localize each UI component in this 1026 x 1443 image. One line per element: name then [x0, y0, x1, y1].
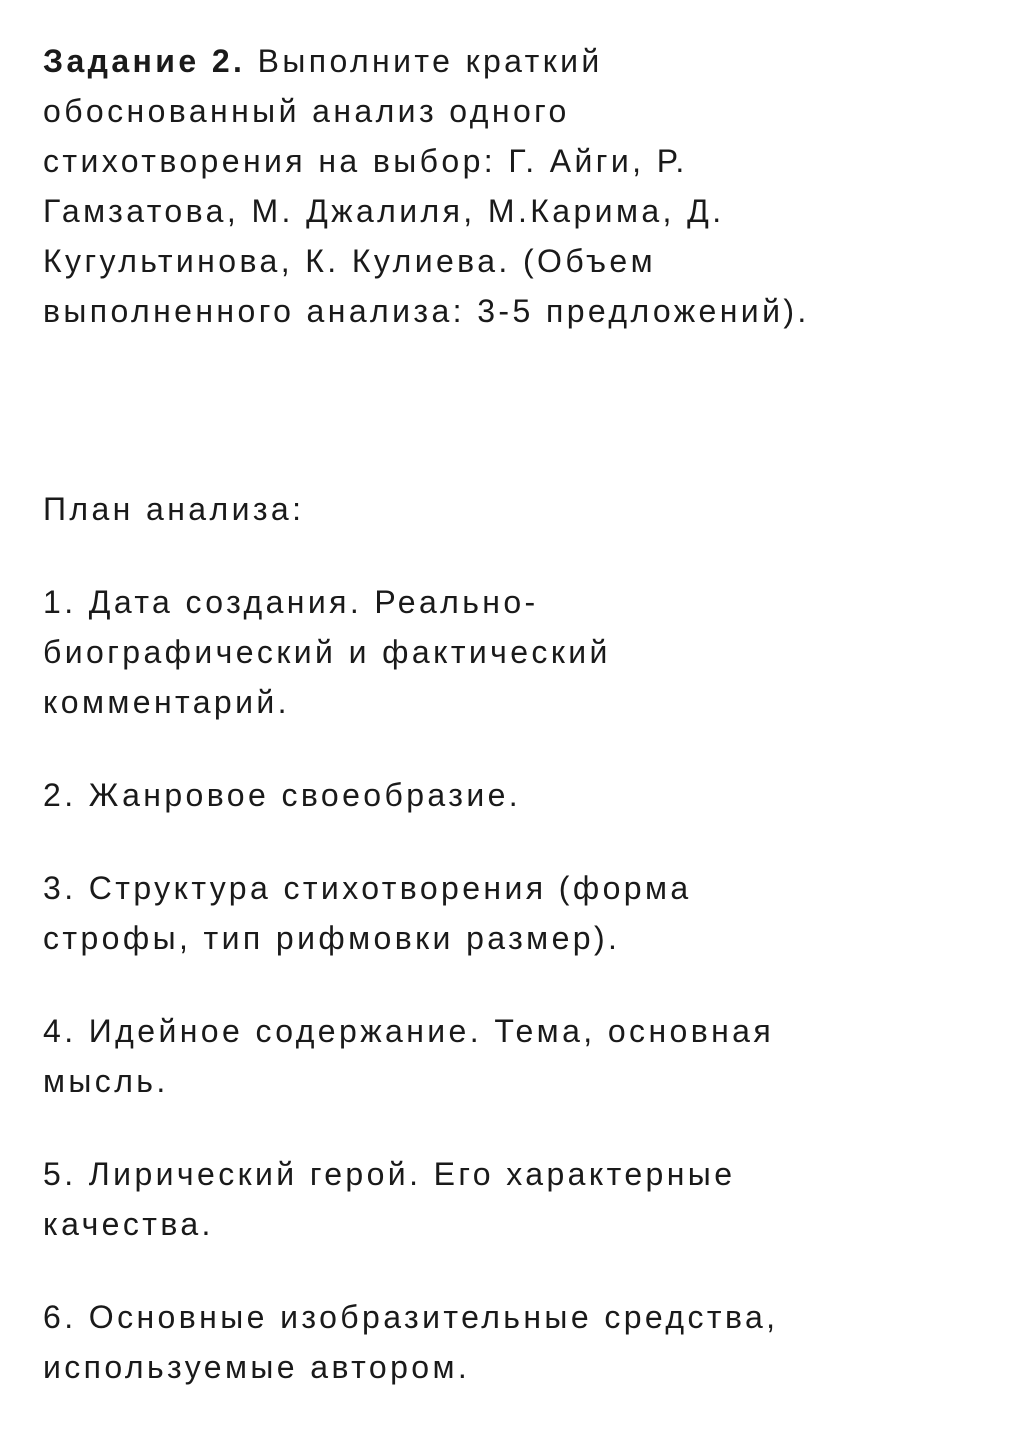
plan-item-2: 2. Жанровое своеобразие. [43, 777, 522, 813]
plan-item-6: 6. Основные изобразительные средства, используемые автором. [43, 1299, 779, 1385]
task-text: Выполните краткий обоснованный анализ одного стихотворения на выбор: Г. Айги, Р. Гамзатова, М. Джалиля, М.Карима, Д. Кугультинова, К. Кулиева. (Объем выполненного анализа: 3-5 предложений). [43, 43, 810, 329]
document [43, 36, 1003, 1435]
plan-item-3: 3. Структура стихотворения (форма строфы, тип рифмовки размер). [43, 870, 692, 956]
plan-list [43, 577, 1003, 1392]
plan-title: План анализа: [43, 491, 305, 527]
plan-item-5: 5. Лирический герой. Его характерные качества. [43, 1156, 736, 1242]
plan-item-4: 4. Идейное содержание. Тема, основная мысль. [43, 1013, 775, 1099]
plan-item-1: 1. Дата создания. Реально- биографический и фактический комментарий. [43, 584, 611, 720]
task-paragraph [43, 36, 1003, 336]
task-label: Задание 2. [43, 43, 246, 79]
